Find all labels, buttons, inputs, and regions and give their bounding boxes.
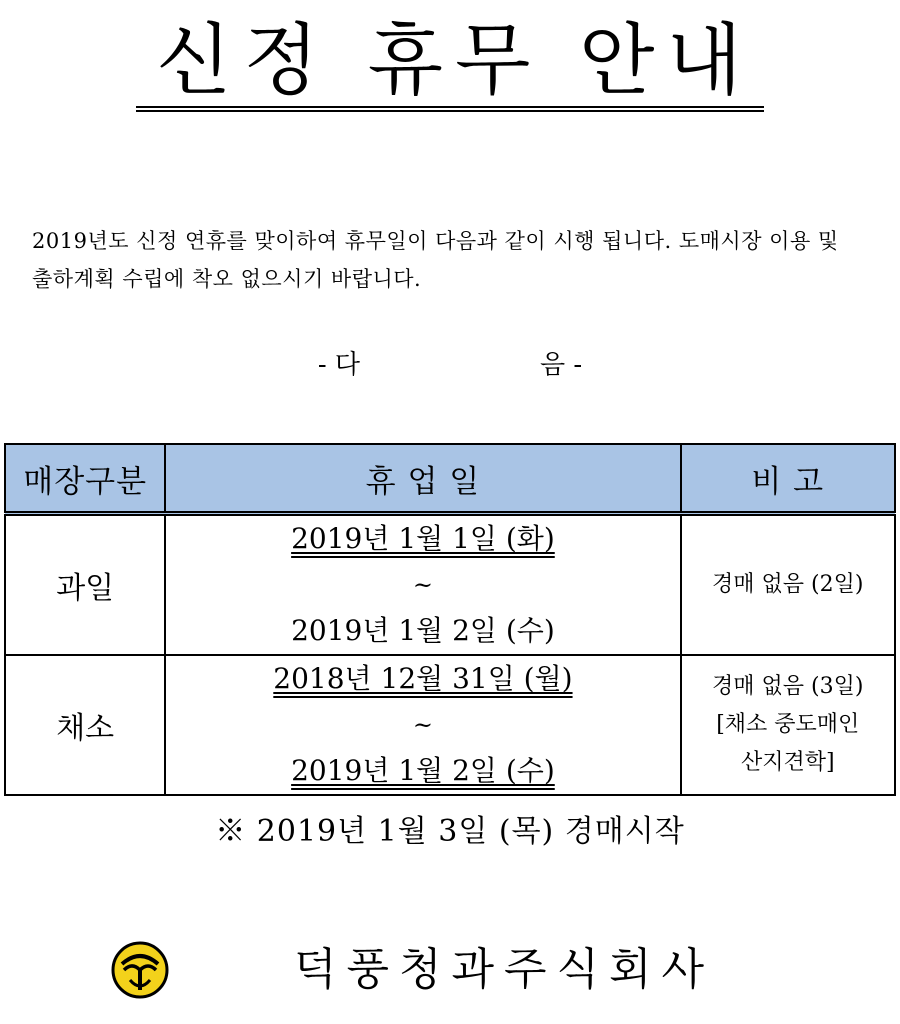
table-header-row [5,444,895,514]
row-dates [165,514,680,656]
date-start: 2019년 1월 1일 (화) [291,522,555,555]
date-start: 2018년 12월 31일 (월) [273,662,573,695]
intro-line-2: 출하계획 수립에 착오 없으시기 바랍니다. [32,267,422,291]
date-range-tilde: ~ [412,711,433,739]
section-marker-left: - 다 [317,350,360,380]
section-marker [0,344,900,381]
row-remark [681,655,895,795]
section-marker-right: 음 - [540,350,583,380]
date-end: 2019년 1월 2일 (수) [291,614,555,647]
intro-paragraph [32,222,892,298]
remark-line: 경매 없음 (2일) [712,572,864,597]
header-store-category: 매장구분 [5,444,165,514]
remark-line: 경매 없음 (3일) [712,674,864,699]
remark-line: [채소 중도매인 [716,712,860,737]
remark-line: 산지견학] [740,750,835,775]
row-remark [681,514,895,656]
date-range-tilde: ~ [412,571,433,599]
company-name: 덕풍청과주식회사 [294,944,715,995]
company-signature [110,938,810,1008]
row-category: 채소 [5,655,165,795]
row-category: 과일 [5,514,165,656]
holiday-schedule-table [4,443,896,796]
table-row [5,514,895,656]
company-logo-icon [110,940,170,1000]
page-title: 신정 휴무 안내 [136,18,764,112]
row-dates [165,655,680,795]
intro-line-1: 2019년도 신정 연휴를 맞이하여 휴무일이 다음과 같이 시행 됩니다. 도매시장 이용 및 [32,229,839,253]
date-end: 2019년 1월 2일 (수) [291,754,555,787]
table-row [5,655,895,795]
title-block [0,18,900,112]
header-closed-dates: 휴 업 일 [165,444,680,514]
header-remarks: 비 고 [681,444,895,514]
auction-resume-note: ※ 2019년 1월 3일 (목) 경매시작 [215,814,685,849]
